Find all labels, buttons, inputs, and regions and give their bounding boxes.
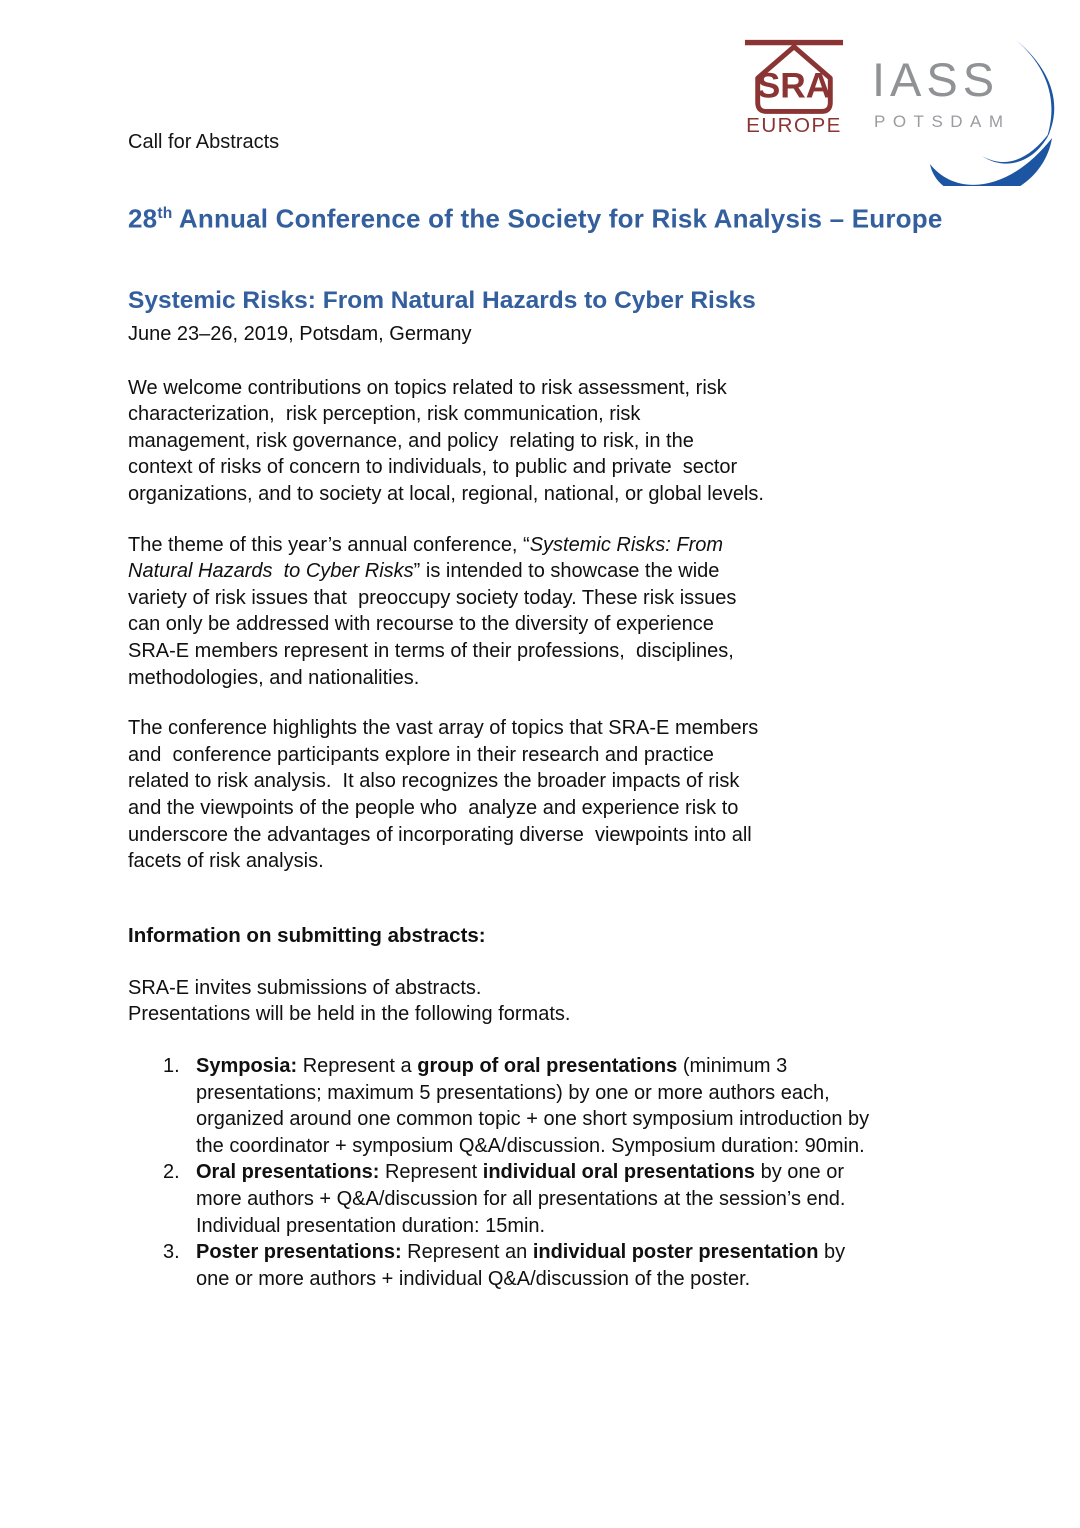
formats-list [128, 1053, 950, 1292]
list-item-text: Oral presentations: Represent individual oral presentations by one or more authors + Q&A/discussion for all presentations at the session’s end. Individual presentation duration: 15min. [196, 1161, 846, 1237]
document-body [0, 130, 1080, 1292]
submission-intro [128, 975, 950, 1028]
sra-logo-subtext: EUROPE [746, 114, 842, 135]
list-item-poster-presentations [128, 1239, 950, 1292]
submission-intro-line2: Presentations will be held in the following formats. [128, 1003, 571, 1026]
list-item-number: 1. [163, 1054, 180, 1077]
paragraph-highlights: The conference highlights the vast array of topics that SRA-E members and conference participants explore in their research and practice related to risk analysis. It also recognizes the broader impacts of risk and the viewpoints of the people who analyze and experience risk to underscore the advantages of incorporating diverse viewpoints into all facets of risk analysis. [128, 717, 759, 873]
iass-logo-text: IASS [872, 53, 1000, 106]
date-location: June 23–26, 2019, Potsdam, Germany [128, 322, 472, 345]
submission-intro-line1: SRA-E invites submissions of abstracts. [128, 976, 482, 999]
list-item-oral-presentations [128, 1159, 950, 1239]
list-item-text: Symposia: Represent a group of oral presentations (minimum 3 presentations; maximum 5 presentations) by one or more authors each, organized around one common topic + one short symposium introduction by the coordinator + symposium Q&A/discussion. Symposium duration: 90min. [196, 1054, 870, 1157]
list-item-text: Poster presentations: Represent an individual poster presentation by one or more authors + individual Q&A/discussion of the poster. [196, 1241, 846, 1290]
list-item-number: 2. [163, 1161, 180, 1184]
conference-title [128, 198, 950, 235]
conference-title-number: 28 [128, 203, 158, 234]
paragraph-welcome: We welcome contributions on topics related to risk assessment, risk characterization, risk perception, risk communication, risk management, risk governance, and policy relating to risk, in the context of risks of concern to individuals, to public and private sector organizations, and to society at local, regional, national, or global levels. [128, 376, 764, 506]
iass-potsdam-logo [870, 34, 1070, 186]
sra-logo-text: SRA [756, 66, 832, 106]
list-item-symposia [128, 1053, 950, 1159]
submission-heading: Information on submitting abstracts: [128, 923, 486, 947]
iass-logo-subtext: POTSDAM [874, 112, 1011, 131]
paragraph-theme: The theme of this year’s annual conference, “Systemic Risks: From Natural Hazards to Cyber Risks” is intended to showcase the wide variety of risk issues that preoccupy society today. These risk issues can only be addressed with recourse to the diversity of experience SRA-E members represent in terms of their professions, disciplines, methodologies, and nationalities. [128, 533, 737, 689]
call-for-abstracts-label: Call for Abstracts [128, 131, 280, 153]
theme-title: Systemic Risks: From Natural Hazards to Cyber Risks [128, 286, 756, 314]
sra-europe-logo [740, 33, 848, 135]
list-item-number: 3. [163, 1241, 180, 1264]
conference-title-rest: Annual Conference of the Society for Risk Analysis – Europe [172, 203, 943, 234]
conference-title-ordinal: th [157, 205, 173, 222]
